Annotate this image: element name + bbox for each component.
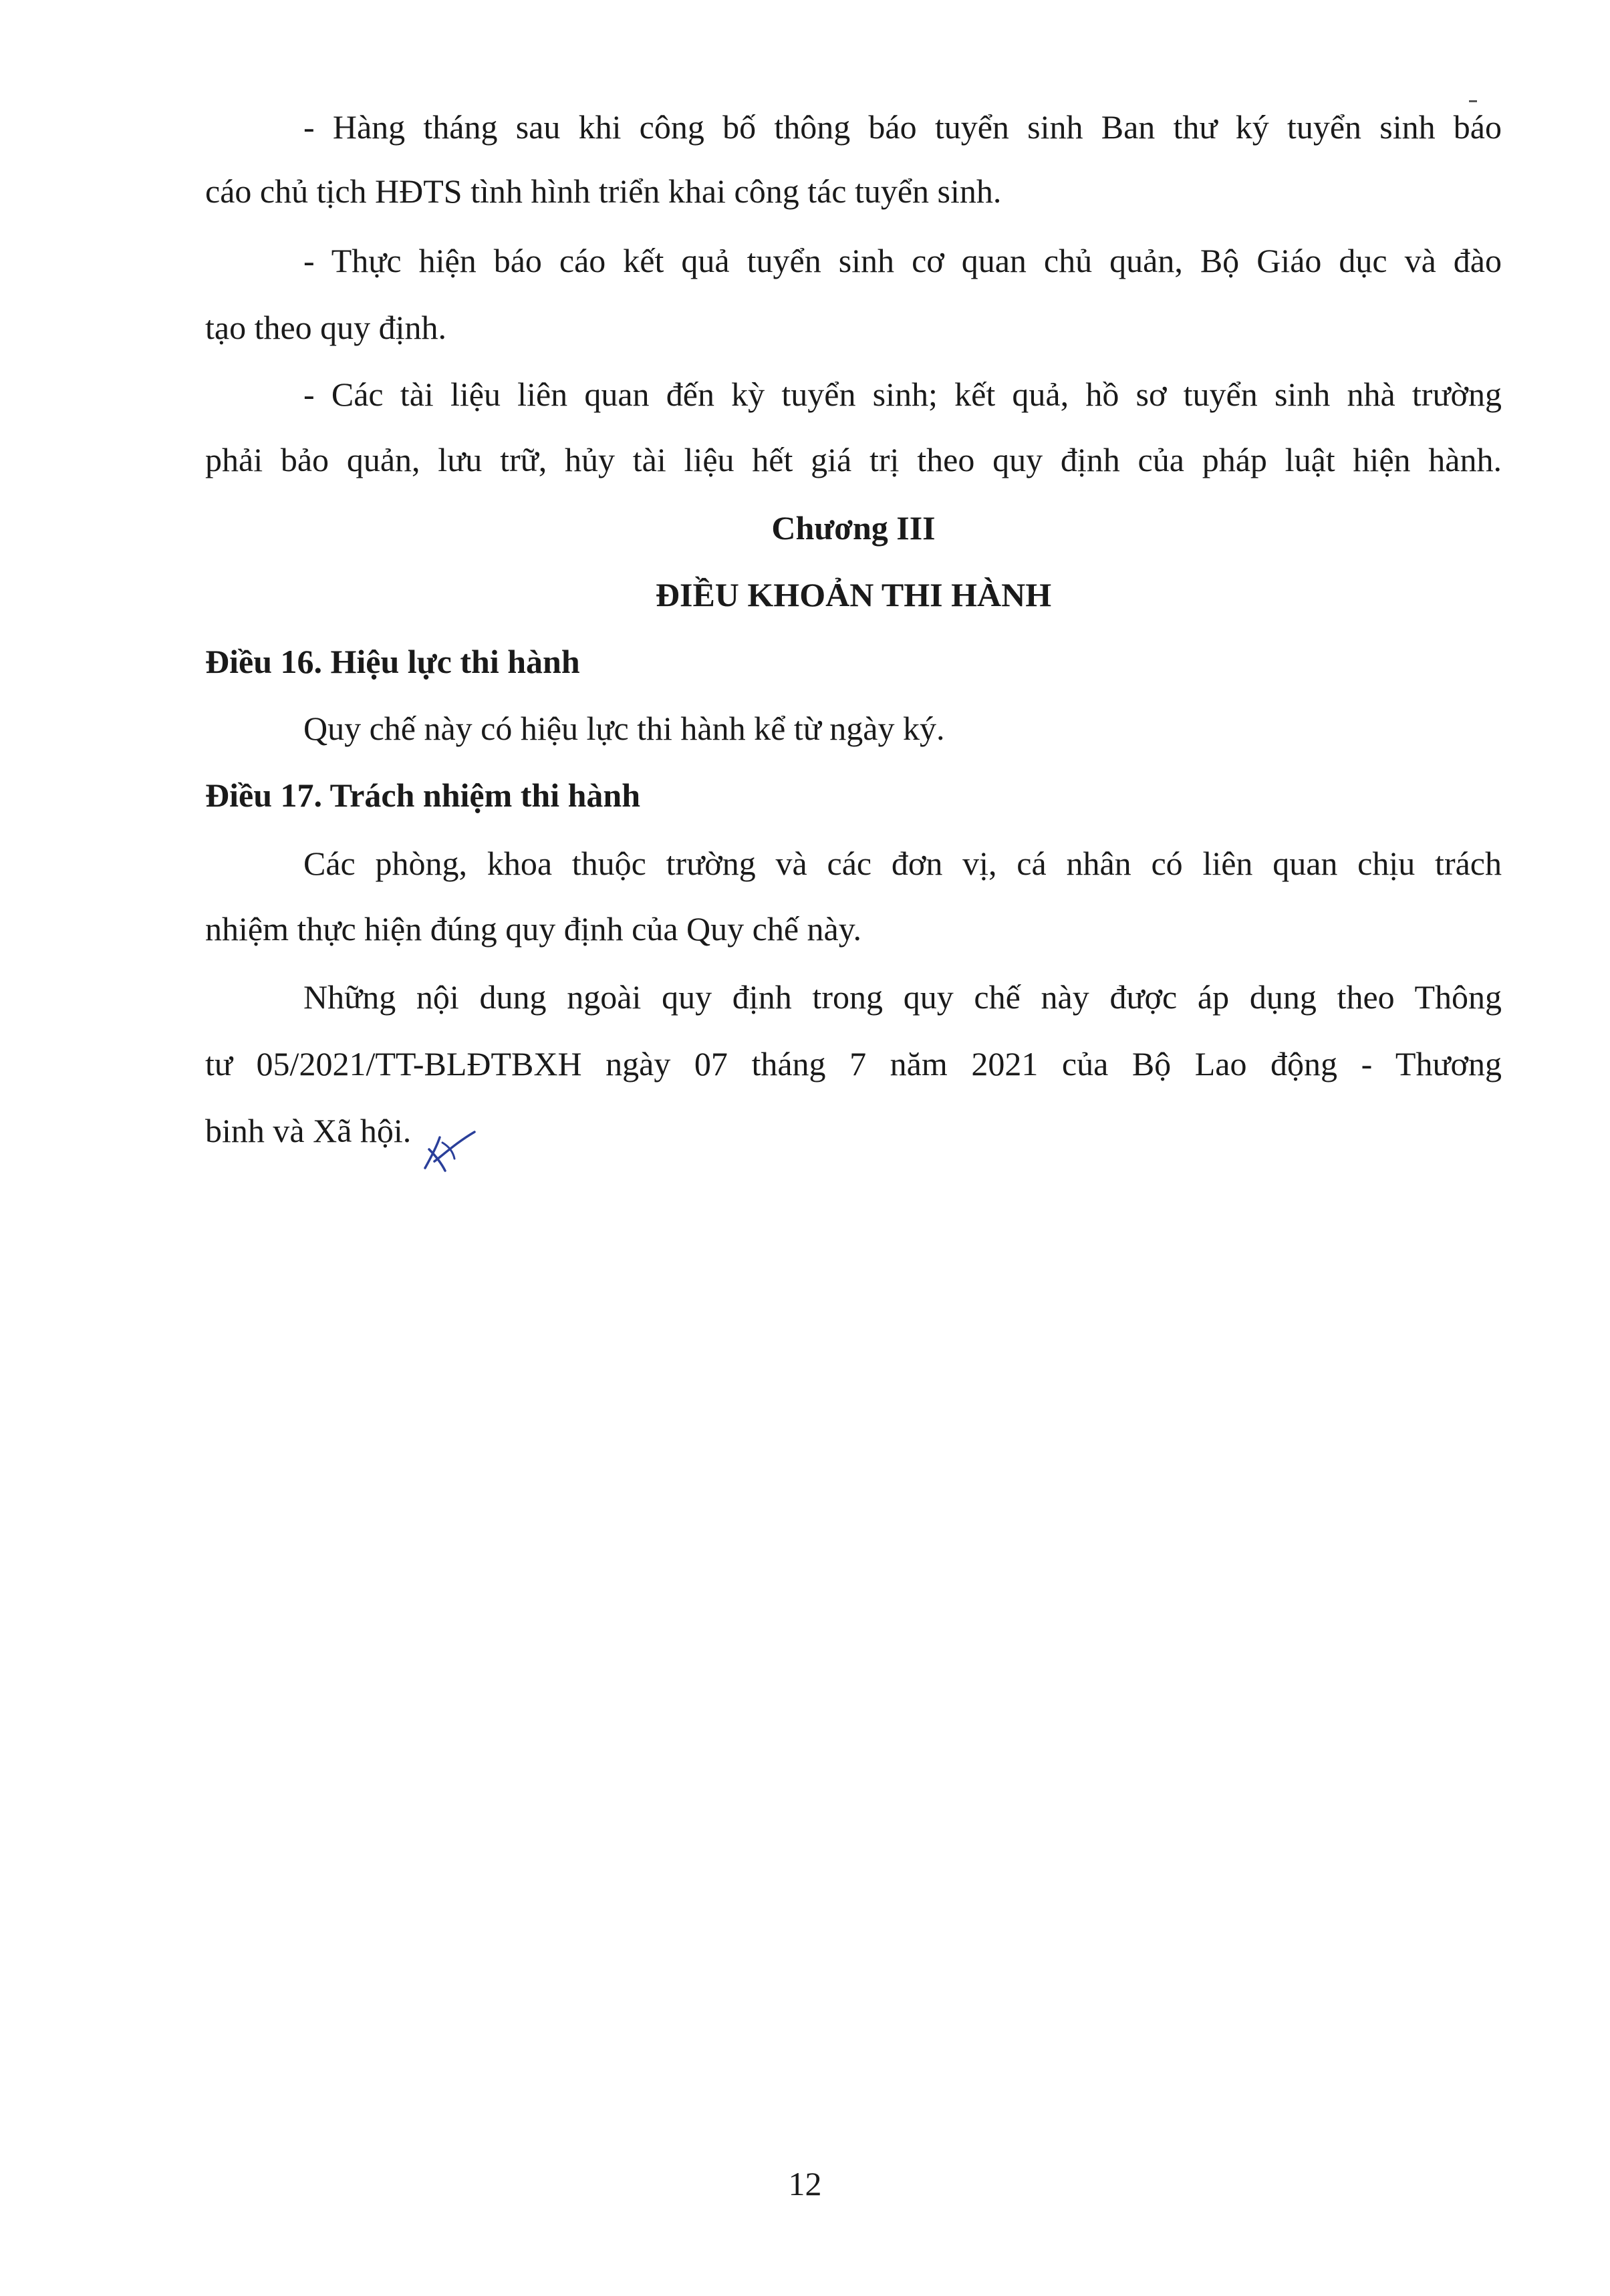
chapter-title: ĐIỀU KHOẢN THI HÀNH: [655, 576, 1052, 613]
para3-line2: phải bảo quản, lưu trữ, hủy tài liệu hết giá trị theo quy định của pháp luật hiện hành.: [205, 441, 1502, 478]
article17-para2-line3: binh và Xã hội.: [205, 1112, 412, 1149]
handwritten-initial-mark: [420, 1129, 480, 1176]
para2-line2: tạo theo quy định.: [205, 309, 447, 346]
chapter-number: Chương III: [771, 509, 936, 547]
page-number: 12: [788, 2165, 822, 2202]
article17-para2-line1: Những nội dung ngoài quy định trong quy chế này được áp dụng theo Thông: [303, 978, 1502, 1016]
article16-text: Quy chế này có hiệu lực thi hành kể từ ngày ký.: [303, 710, 945, 747]
article17-para1-line2: nhiệm thực hiện đúng quy định của Quy chế này.: [205, 910, 861, 948]
article17-para1-line1: Các phòng, khoa thuộc trường và các đơn vị, cá nhân có liên quan chịu trách: [303, 845, 1502, 882]
scan-mark: [1469, 100, 1477, 102]
article17-para2-line2: tư 05/2021/TT-BLĐTBXH ngày 07 tháng 7 năm 2021 của Bộ Lao động - Thương: [205, 1045, 1502, 1083]
para2-line1: - Thực hiện báo cáo kết quả tuyển sinh cơ quan chủ quản, Bộ Giáo dục và đào: [303, 242, 1502, 279]
para1-line1: - Hàng tháng sau khi công bố thông báo tuyển sinh Ban thư ký tuyển sinh báo: [303, 108, 1502, 146]
para1-line2: cáo chủ tịch HĐTS tình hình triển khai công tác tuyển sinh.: [205, 172, 1002, 210]
para3-line1: - Các tài liệu liên quan đến kỳ tuyển sinh; kết quả, hồ sơ tuyển sinh nhà trường: [303, 376, 1502, 413]
article16-heading: Điều 16. Hiệu lực thi hành: [205, 643, 580, 680]
article17-heading: Điều 17. Trách nhiệm thi hành: [205, 776, 641, 814]
